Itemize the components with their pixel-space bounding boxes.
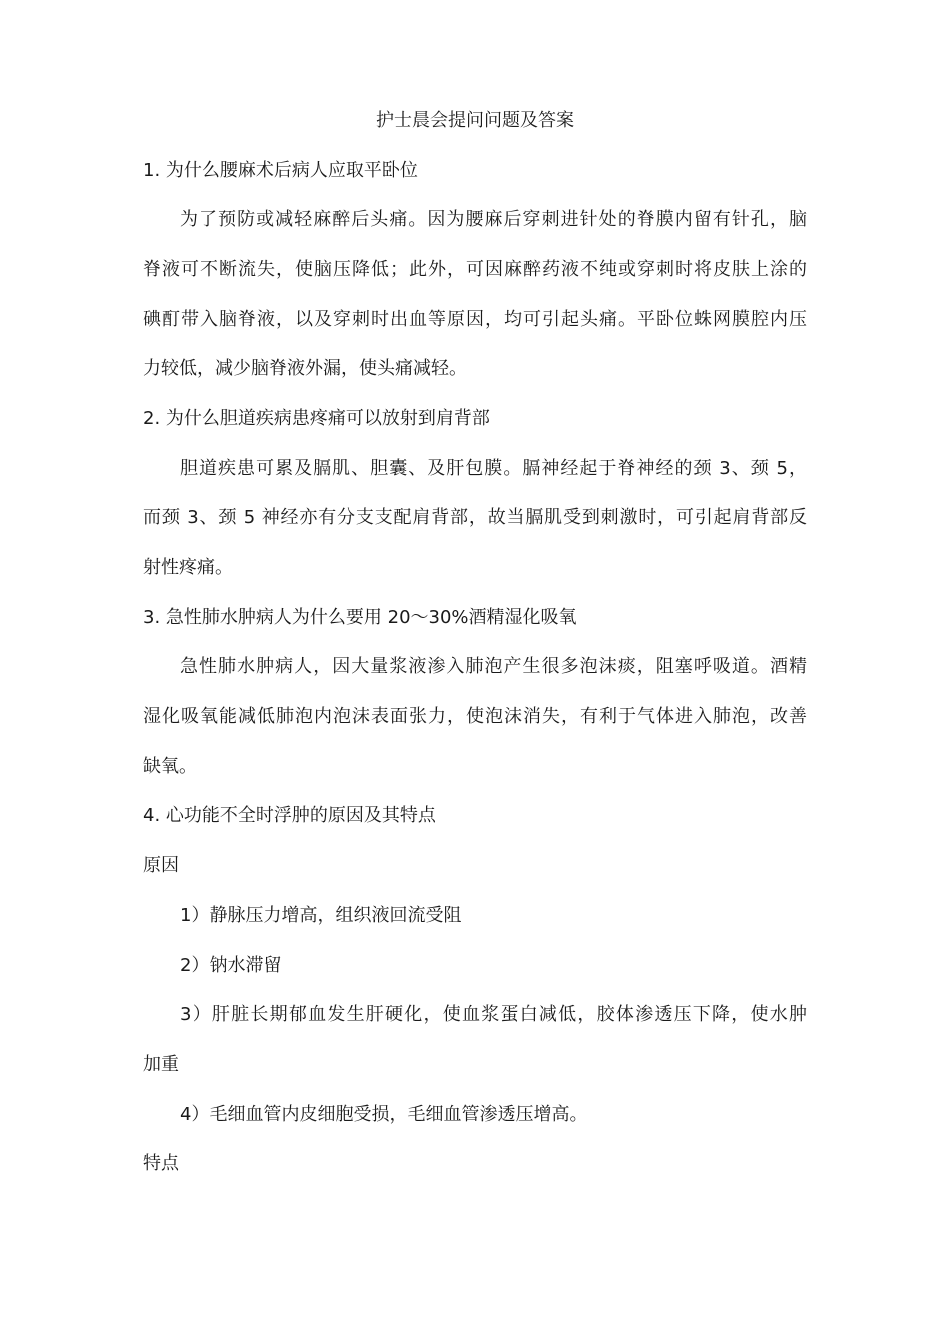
answer-1-line-4: 力较低，减少脑脊液外漏，使头痛减轻。 xyxy=(143,358,467,379)
question-4-heading: 4. 心功能不全时浮肿的原因及其特点 xyxy=(143,805,436,826)
question-1-heading: 1. 为什么腰麻术后病人应取平卧位 xyxy=(143,160,418,181)
cause-item-2: 2）钠水滞留 xyxy=(180,955,282,976)
cause-item-3-continued: 加重 xyxy=(143,1054,179,1075)
answer-1-line-3: 碘酊带入脑脊液，以及穿刺时出血等原因，均可引起头痛。平卧位蛛网膜腔内压 xyxy=(143,309,807,330)
answer-2-line-2: 而颈 3、颈 5 神经亦有分支支配肩背部，故当膈肌受到刺激时，可引起肩背部反 xyxy=(143,507,807,528)
cause-item-3: 3）肝脏长期郁血发生肝硬化，使血浆蛋白减低，胶体渗透压下降，使水肿 xyxy=(180,1004,807,1025)
question-2-heading: 2. 为什么胆道疾病患疼痛可以放射到肩背部 xyxy=(143,408,490,429)
feature-label: 特点 xyxy=(143,1153,179,1174)
question-3-heading: 3. 急性肺水肿病人为什么要用 20～30%酒精湿化吸氧 xyxy=(143,607,577,628)
cause-item-1: 1）静脉压力增高，组织液回流受阻 xyxy=(180,905,462,926)
answer-3-line-3: 缺氧。 xyxy=(143,756,197,777)
answer-3-line-2: 湿化吸氧能减低肺泡内泡沫表面张力，使泡沫消失，有利于气体进入肺泡，改善 xyxy=(143,706,807,727)
answer-2-line-3: 射性疼痛。 xyxy=(143,557,233,578)
answer-3-line-1: 急性肺水肿病人，因大量浆液渗入肺泡产生很多泡沫痰，阻塞呼吸道。酒精 xyxy=(180,656,807,677)
answer-2-line-1: 胆道疾患可累及膈肌、胆囊、及肝包膜。膈神经起于脊神经的颈 3、颈 5， xyxy=(180,458,807,479)
cause-item-4: 4）毛细血管内皮细胞受损，毛细血管渗透压增高。 xyxy=(180,1104,588,1125)
cause-label: 原因 xyxy=(143,855,179,876)
document-title: 护士晨会提问问题及答案 xyxy=(376,110,574,131)
answer-1-line-2: 脊液可不断流失，使脑压降低；此外，可因麻醉药液不纯或穿刺时将皮肤上涂的 xyxy=(143,259,807,280)
answer-1-line-1: 为了预防或减轻麻醉后头痛。因为腰麻后穿刺进针处的脊膜内留有针孔，脑 xyxy=(180,209,807,230)
